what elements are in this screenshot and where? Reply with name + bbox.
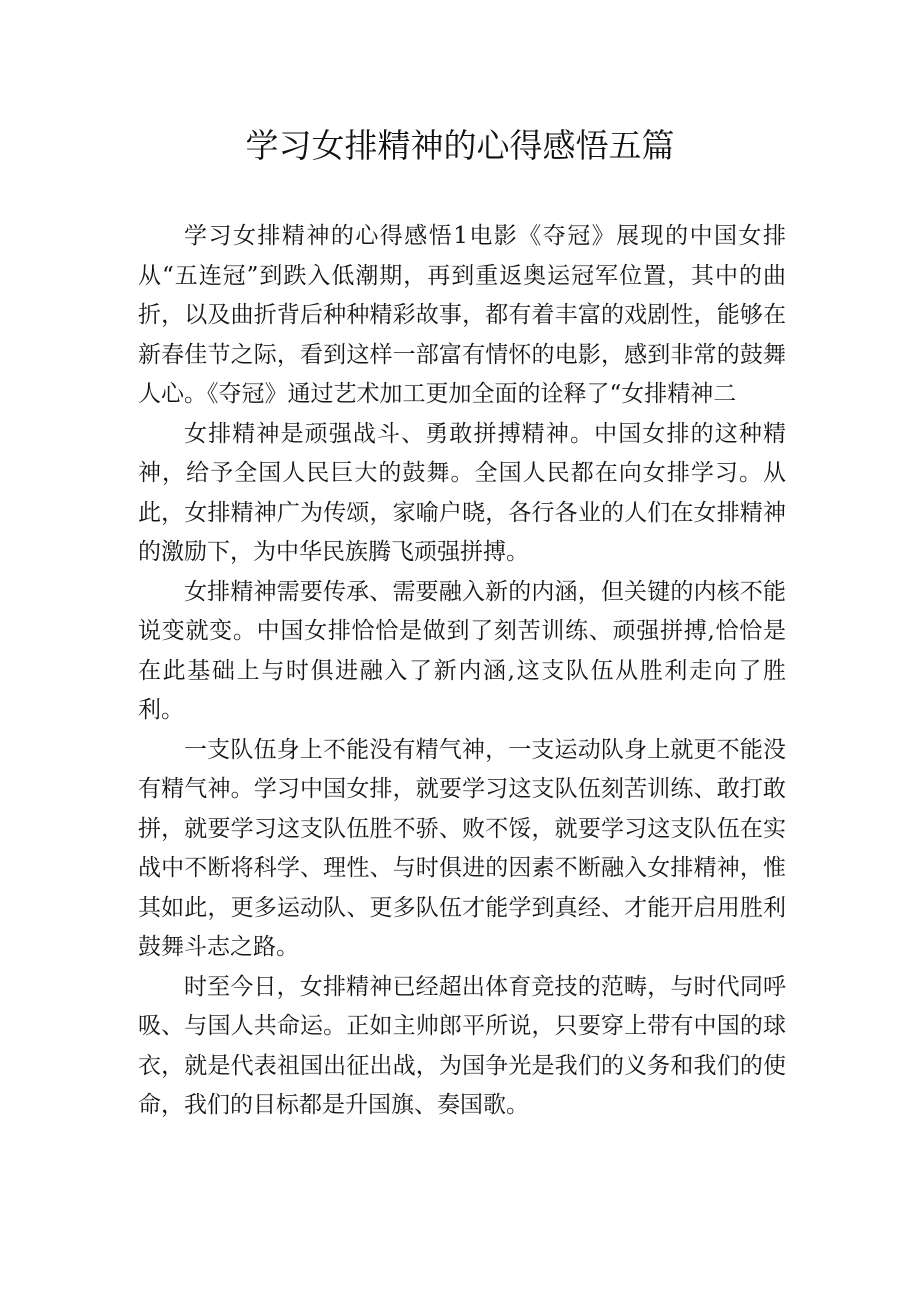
paragraph-1: 学习女排精神的心得感悟1电影《夺冠》展现的中国女排从“五连冠”到跌入低潮期，再到重返奥运冠军位置，其中的曲折，以及曲折背后种种精彩故事，都有着丰富的戏剧性，能够在新春佳节之际，看到这样一部富有情怀的电影，感到非常的鼓舞人心。《夺冠》通过艺术加工更加全面的诠释了“女排精神二 <box>138 223 786 407</box>
document-title: 学习女排精神的心得感悟五篇 <box>245 126 675 165</box>
document-body <box>138 217 786 1126</box>
paragraph-2: 女排精神是顽强战斗、勇敢拼搏精神。中国女排的这种精神，给予全国人民巨大的鼓舞。全国人民都在向女排学习。从此，女排精神广为传颂，家喻户晓，各行各业的人们在女排精神的激励下，为中华民族腾飞顽强拼搏。 <box>138 420 786 565</box>
paragraph-4: 一支队伍身上不能没有精气神，一支运动队身上就更不能没有精气神。学习中国女排，就要学习这支队伍刻苦训练、敢打敢拼，就要学习这支队伍胜不骄、败不馁，就要学习这支队伍在实战中不断将科学、理性、与时俱进的因素不断融入女排精神，惟其如此，更多运动队、更多队伍才能学到真经、才能开启用胜利鼓舞斗志之路。 <box>138 736 786 960</box>
paragraph-3: 女排精神需要传承、需要融入新的内涵，但关键的内核不能说变就变。中国女排恰恰是做到了刻苦训练、顽强拼搏,恰恰是在此基础上与时俱进融入了新内涵,这支队伍从胜利走向了胜利。 <box>138 578 786 723</box>
paragraph-5: 时至今日，女排精神已经超出体育竞技的范畴，与时代同呼吸、与国人共命运。正如主帅郎平所说，只要穿上带有中国的球衣，就是代表祖国出征出战，为国争光是我们的义务和我们的使命，我们的目标都是升国旗、奏国歌。 <box>138 973 786 1118</box>
